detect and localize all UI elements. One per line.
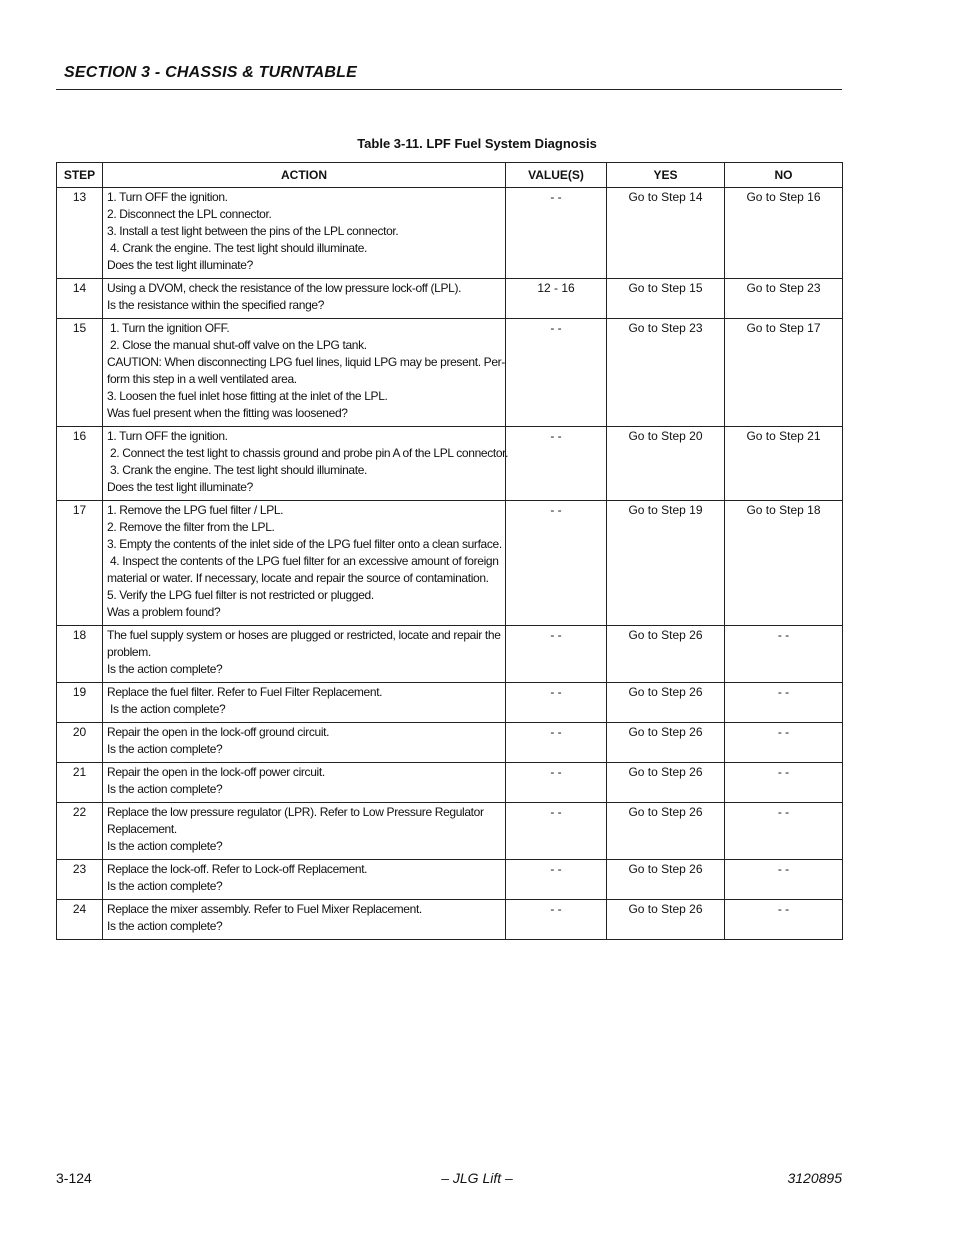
action-line: Repair the open in the lock-off ground circuit. bbox=[107, 725, 330, 739]
action-line: Is the action complete? bbox=[107, 839, 223, 853]
action-cell bbox=[103, 803, 506, 860]
step-number-cell: 21 bbox=[57, 763, 103, 803]
step-number-cell: 19 bbox=[57, 683, 103, 723]
action-line: 3. Install a test light between the pins of the LPL connector. bbox=[107, 224, 399, 238]
column-header-step: STEP bbox=[57, 163, 103, 188]
action-line: form this step in a well ventilated area. bbox=[107, 372, 297, 386]
value-cell: - - bbox=[506, 501, 607, 626]
no-result-cell: - - bbox=[725, 763, 843, 803]
no-result-cell: Go to Step 17 bbox=[725, 319, 843, 427]
step-number-cell: 17 bbox=[57, 501, 103, 626]
no-result-cell: - - bbox=[725, 626, 843, 683]
value-cell: - - bbox=[506, 319, 607, 427]
step-number-cell: 18 bbox=[57, 626, 103, 683]
action-line: 1. Turn OFF the ignition. bbox=[107, 190, 228, 204]
value-cell: - - bbox=[506, 900, 607, 940]
action-line: 2. Disconnect the LPL connector. bbox=[107, 207, 272, 221]
no-result-cell: - - bbox=[725, 900, 843, 940]
yes-result-cell: Go to Step 15 bbox=[607, 279, 725, 319]
yes-result-cell: Go to Step 26 bbox=[607, 803, 725, 860]
action-line: 5. Verify the LPG fuel filter is not restricted or plugged. bbox=[107, 588, 374, 602]
action-line: 4. Inspect the contents of the LPG fuel filter for an excessive amount of foreign bbox=[107, 554, 499, 568]
action-line: 2. Remove the filter from the LPL. bbox=[107, 520, 275, 534]
yes-result-cell: Go to Step 26 bbox=[607, 683, 725, 723]
page-number: 3-124 bbox=[56, 1170, 92, 1186]
value-cell: 12 - 16 bbox=[506, 279, 607, 319]
action-line: Replace the low pressure regulator (LPR). Refer to Low Pressure Regulator bbox=[107, 805, 484, 819]
action-cell bbox=[103, 723, 506, 763]
action-line: Was fuel present when the fitting was loosened? bbox=[107, 406, 348, 420]
section-title: SECTION 3 - CHASSIS & TURNTABLE bbox=[64, 64, 358, 81]
column-header-action: ACTION bbox=[103, 163, 506, 188]
table-header-row bbox=[57, 163, 843, 188]
value-cell: - - bbox=[506, 860, 607, 900]
value-cell: - - bbox=[506, 723, 607, 763]
table-row bbox=[57, 427, 843, 501]
action-line: 4. Crank the engine. The test light should illuminate. bbox=[107, 241, 368, 255]
yes-result-cell: Go to Step 26 bbox=[607, 763, 725, 803]
action-cell bbox=[103, 683, 506, 723]
action-line: 1. Turn the ignition OFF. bbox=[107, 321, 230, 335]
action-line: The fuel supply system or hoses are plugged or restricted, locate and repair the bbox=[107, 628, 501, 642]
document-number: 3120895 bbox=[787, 1170, 842, 1186]
action-line: 3. Empty the contents of the inlet side of the LPG fuel filter onto a clean surface. bbox=[107, 537, 502, 551]
table-row bbox=[57, 900, 843, 940]
column-header-no: NO bbox=[725, 163, 843, 188]
no-result-cell: - - bbox=[725, 803, 843, 860]
action-line: 1. Remove the LPG fuel filter / LPL. bbox=[107, 503, 284, 517]
no-result-cell: Go to Step 23 bbox=[725, 279, 843, 319]
step-number-cell: 24 bbox=[57, 900, 103, 940]
value-cell: - - bbox=[506, 683, 607, 723]
table-row bbox=[57, 803, 843, 860]
action-line: Is the action complete? bbox=[107, 919, 223, 933]
action-cell bbox=[103, 900, 506, 940]
no-result-cell: - - bbox=[725, 860, 843, 900]
action-line: 2. Connect the test light to chassis ground and probe pin A of the LPL connector. bbox=[107, 446, 509, 460]
value-cell: - - bbox=[506, 188, 607, 279]
no-result-cell: Go to Step 21 bbox=[725, 427, 843, 501]
action-line: Is the action complete? bbox=[107, 702, 226, 716]
action-line: Was a problem found? bbox=[107, 605, 221, 619]
action-line: Replace the fuel filter. Refer to Fuel Filter Replacement. bbox=[107, 685, 383, 699]
action-cell bbox=[103, 427, 509, 501]
yes-result-cell: Go to Step 20 bbox=[607, 427, 725, 501]
yes-result-cell: Go to Step 26 bbox=[607, 860, 725, 900]
action-cell bbox=[103, 188, 506, 279]
action-line: Is the action complete? bbox=[107, 662, 223, 676]
column-header-values: VALUE(S) bbox=[506, 163, 607, 188]
action-line: 2. Close the manual shut-off valve on the LPG tank. bbox=[107, 338, 367, 352]
yes-result-cell: Go to Step 23 bbox=[607, 319, 725, 427]
no-result-cell: - - bbox=[725, 683, 843, 723]
action-cell bbox=[103, 763, 506, 803]
action-cell bbox=[103, 501, 506, 626]
action-line: Repair the open in the lock-off power circuit. bbox=[107, 765, 325, 779]
step-number-cell: 15 bbox=[57, 319, 103, 427]
value-cell: - - bbox=[506, 427, 607, 501]
step-number-cell: 23 bbox=[57, 860, 103, 900]
action-line: 3. Loosen the fuel inlet hose fitting at the inlet of the LPL. bbox=[107, 389, 388, 403]
footer-publisher: – JLG Lift – bbox=[441, 1170, 513, 1186]
action-line: material or water. If necessary, locate and repair the source of contamination. bbox=[107, 571, 489, 585]
yes-result-cell: Go to Step 14 bbox=[607, 188, 725, 279]
table-row bbox=[57, 279, 843, 319]
action-cell bbox=[103, 626, 506, 683]
action-line: Replace the mixer assembly. Refer to Fuel Mixer Replacement. bbox=[107, 902, 422, 916]
action-line: Is the action complete? bbox=[107, 742, 223, 756]
action-line: 1. Turn OFF the ignition. bbox=[107, 429, 228, 443]
action-line: Using a DVOM, check the resistance of the low pressure lock-off (LPL). bbox=[107, 281, 462, 295]
table-row bbox=[57, 501, 843, 626]
yes-result-cell: Go to Step 26 bbox=[607, 900, 725, 940]
action-line: Replacement. bbox=[107, 822, 177, 836]
header-divider bbox=[56, 89, 842, 90]
action-line: CAUTION: When disconnecting LPG fuel lines, liquid LPG may be present. Per- bbox=[107, 355, 505, 369]
action-cell bbox=[103, 860, 506, 900]
action-line: Does the test light illuminate? bbox=[107, 258, 253, 272]
action-line: Is the action complete? bbox=[107, 782, 223, 796]
table-row bbox=[57, 763, 843, 803]
action-line: Is the resistance within the specified range? bbox=[107, 298, 325, 312]
step-number-cell: 20 bbox=[57, 723, 103, 763]
no-result-cell: Go to Step 16 bbox=[725, 188, 843, 279]
value-cell: - - bbox=[506, 626, 607, 683]
table-row bbox=[57, 319, 843, 427]
table-row bbox=[57, 188, 843, 279]
action-line: Replace the lock-off. Refer to Lock-off Replacement. bbox=[107, 862, 368, 876]
value-cell: - - bbox=[506, 803, 607, 860]
no-result-cell: Go to Step 18 bbox=[725, 501, 843, 626]
value-cell: - - bbox=[506, 763, 607, 803]
table-body bbox=[57, 188, 843, 940]
table-row bbox=[57, 626, 843, 683]
action-cell bbox=[103, 319, 506, 427]
column-header-yes: YES bbox=[607, 163, 725, 188]
diagnosis-table bbox=[56, 162, 843, 940]
step-number-cell: 16 bbox=[57, 427, 103, 501]
step-number-cell: 22 bbox=[57, 803, 103, 860]
yes-result-cell: Go to Step 26 bbox=[607, 723, 725, 763]
table-row bbox=[57, 860, 843, 900]
table-caption: Table 3-11. LPF Fuel System Diagnosis bbox=[357, 136, 597, 151]
table-row bbox=[57, 683, 843, 723]
table-row bbox=[57, 723, 843, 763]
no-result-cell: - - bbox=[725, 723, 843, 763]
step-number-cell: 13 bbox=[57, 188, 103, 279]
action-line: problem. bbox=[107, 645, 151, 659]
action-cell bbox=[103, 279, 506, 319]
yes-result-cell: Go to Step 26 bbox=[607, 626, 725, 683]
action-line: Does the test light illuminate? bbox=[107, 480, 253, 494]
yes-result-cell: Go to Step 19 bbox=[607, 501, 725, 626]
action-line: 3. Crank the engine. The test light should illuminate. bbox=[107, 463, 368, 477]
step-number-cell: 14 bbox=[57, 279, 103, 319]
action-line: Is the action complete? bbox=[107, 879, 223, 893]
